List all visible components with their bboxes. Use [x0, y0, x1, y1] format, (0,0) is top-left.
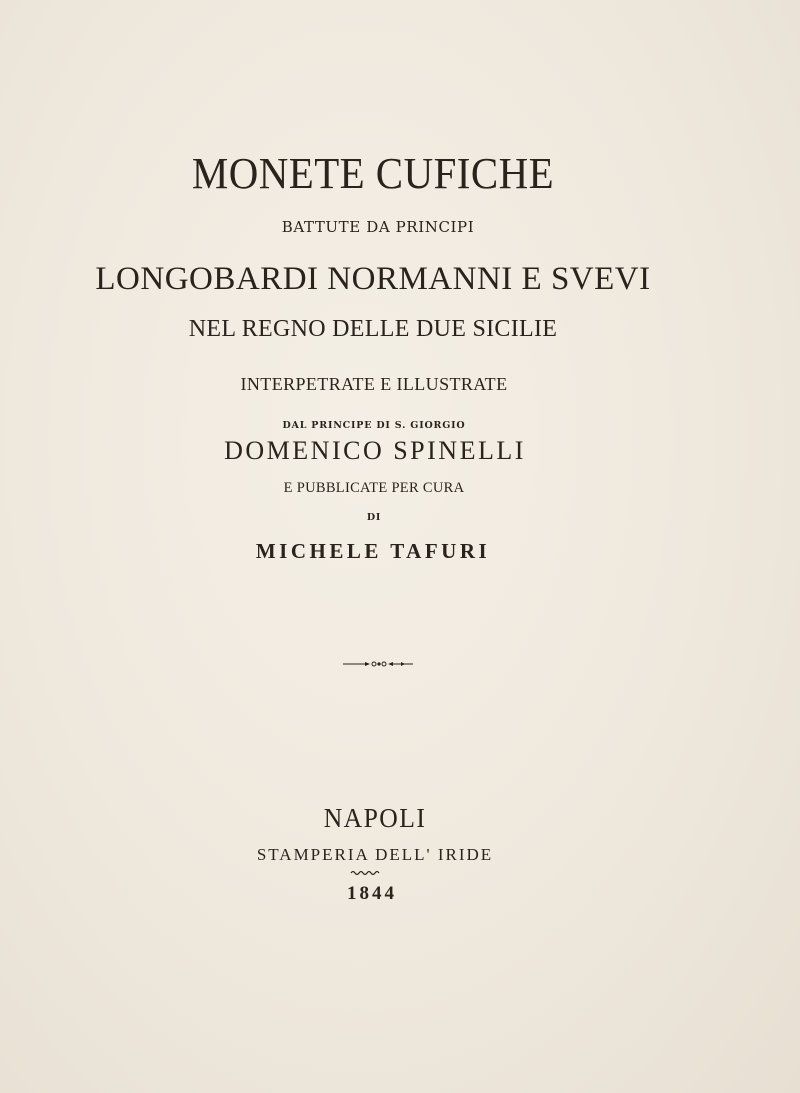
subtitle-di: DI: [366, 512, 382, 523]
subtitle-longobardi: LONGOBARDI NORMANNI E SVEVI: [95, 261, 651, 297]
ornamental-rule-icon: [343, 659, 413, 669]
imprint-press: STAMPERIA DELL' IRIDE: [256, 845, 494, 864]
subtitle-interpetrate: INTERPETRATE E ILLUSTRATE: [240, 374, 508, 394]
imprint-year: 1844: [347, 883, 397, 904]
imprint-city: NAPOLI: [323, 803, 427, 833]
subtitle-battute: BATTUTE DA PRINCIPI: [281, 218, 475, 236]
tilde-rule-icon: [350, 870, 380, 876]
author-name: DOMENICO SPINELLI: [224, 436, 526, 465]
subtitle-pubblicate: E PUBBLICATE PER CURA: [283, 480, 465, 496]
editor-name: MICHELE TAFURI: [255, 539, 491, 563]
subtitle-regno: NEL REGNO DELLE DUE SICILIE: [188, 316, 558, 342]
book-title: MONETE CUFICHE: [191, 149, 555, 198]
subtitle-dal-principe: DAL PRINCIPE DI S. GIORGIO: [282, 420, 466, 431]
